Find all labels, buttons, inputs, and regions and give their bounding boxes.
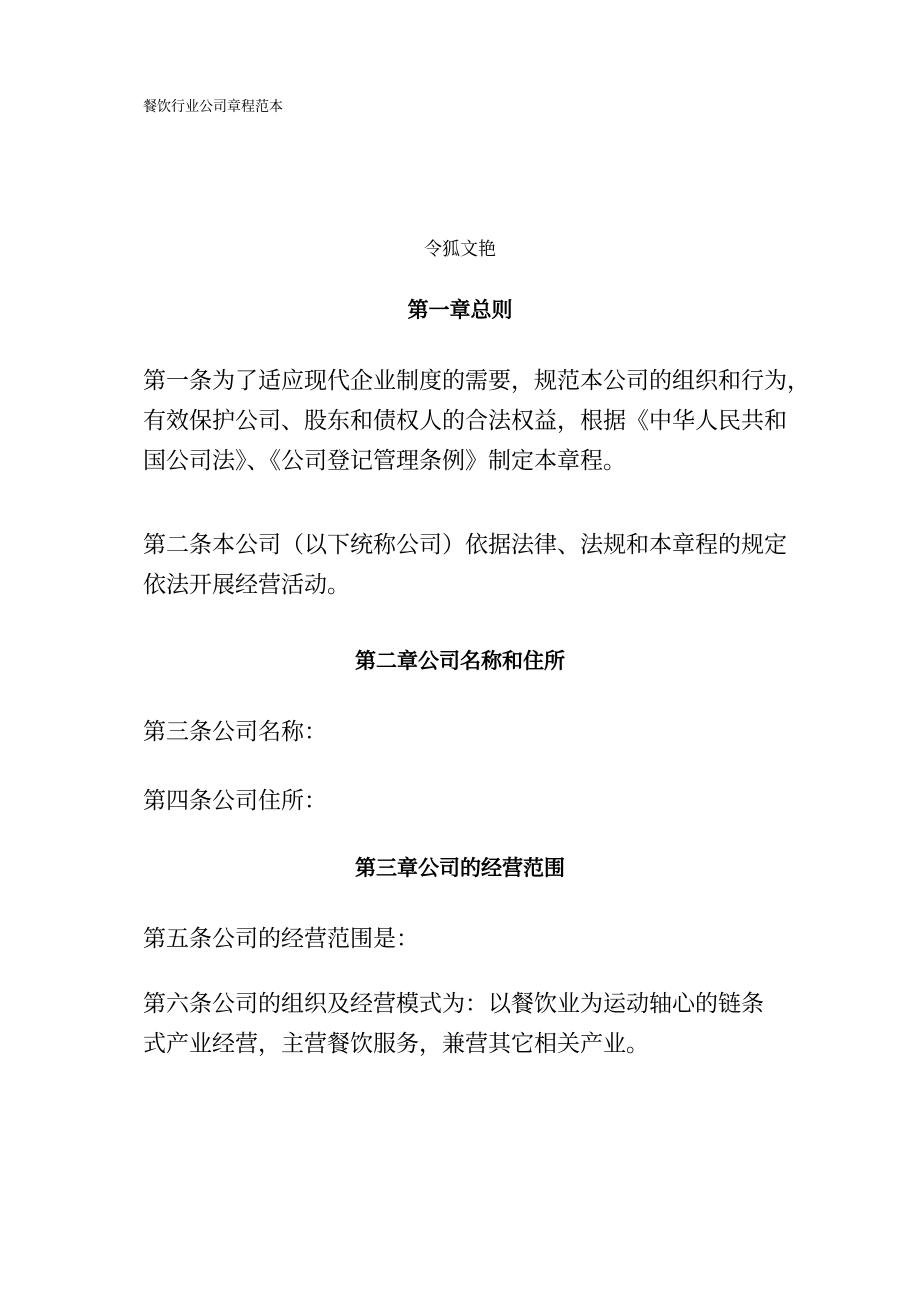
article-2-line-1: 第二条本公司（以下统称公司）依据法律、法规和本章程的规定	[143, 532, 787, 558]
article-6-line-2: 式产业经营，主营餐饮服务，兼营其它相关产业。	[143, 1031, 649, 1057]
article-1-line-3: 国公司法》、《公司登记管理条例》制定本章程。	[143, 448, 626, 474]
article-5: 第五条公司的经营范围是：	[143, 926, 419, 952]
article-6-line-1: 第六条公司的组织及经营模式为：以餐饮业为运动轴心的链条	[143, 991, 764, 1017]
chapter-3-title: 第三章公司的经营范围	[355, 856, 565, 880]
article-6	[143, 984, 764, 1064]
chapter-1-title: 第一章总则	[407, 298, 513, 322]
article-1-line-2: 有效保护公司、股东和债权人的合法权益，根据《中华人民共和	[143, 408, 787, 434]
article-2	[143, 525, 787, 605]
chapter-2-title: 第二章公司名称和住所	[355, 649, 565, 673]
article-4: 第四条公司住所：	[143, 788, 327, 814]
article-1-line-1: 第一条为了适应现代企业制度的需要，规范本公司的组织和行为，	[143, 368, 810, 394]
article-1	[143, 361, 810, 481]
author-name: 令狐文艳	[424, 239, 496, 260]
document-header: 餐饮行业公司章程范本	[143, 99, 283, 115]
article-2-line-2: 依法开展经营活动。	[143, 572, 350, 598]
article-3: 第三条公司名称：	[143, 719, 327, 745]
